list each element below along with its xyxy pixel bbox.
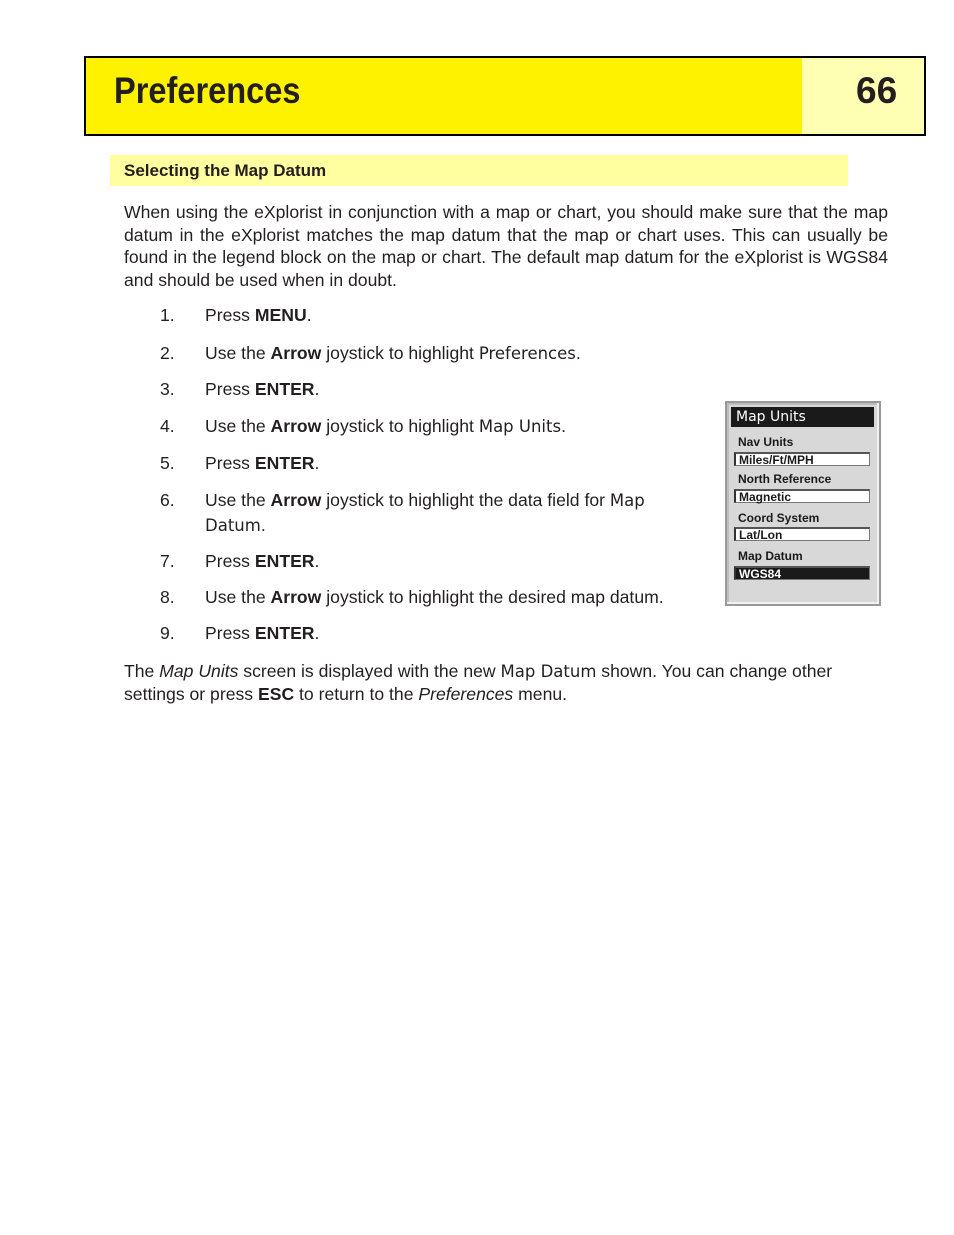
step-number: 7. xyxy=(160,551,175,571)
step-text: . xyxy=(561,416,566,436)
map-units-screen xyxy=(725,401,881,606)
step-text: . xyxy=(575,343,581,363)
step-text: . xyxy=(314,551,320,571)
step-number: 2. xyxy=(160,343,175,363)
page-number-box xyxy=(802,58,924,134)
page-header xyxy=(84,56,926,136)
step-number: 1. xyxy=(160,305,175,325)
section-title: Selecting the Map Datum xyxy=(124,161,327,180)
map-datum-field[interactable]: WGS84 xyxy=(734,566,870,580)
key-name: ESC xyxy=(257,684,295,704)
key-name: ENTER xyxy=(254,453,315,473)
step-text: joystick to highlight xyxy=(321,343,479,363)
key-name: Arrow xyxy=(270,343,322,363)
nav-units-field[interactable]: Miles/Ft/MPH xyxy=(734,452,870,466)
step-number: 3. xyxy=(160,379,175,399)
step-text: joystick to highlight the desired map datum. xyxy=(321,587,664,607)
intro-paragraph: When using the eXplorist in conjunction with a map or chart, you should make sure that the map datum in the eXplorist matches the map datum that the map or chart uses. This can usually be found in the legend block on the map or chart. The default map datum for the eXplorist is WGS84 and should be used when in doubt. xyxy=(124,202,888,290)
screen-title: Map Units xyxy=(731,407,874,427)
screen-term: Map xyxy=(609,491,645,510)
coord-system-field[interactable]: Lat/Lon xyxy=(734,527,870,541)
step-number: 5. xyxy=(160,453,175,473)
step-text: Press xyxy=(205,379,255,399)
screen-name: Map Units xyxy=(159,661,239,681)
key-name: Arrow xyxy=(270,490,322,510)
step-number: 8. xyxy=(160,587,175,607)
step-number: 4. xyxy=(160,416,175,436)
step-text: Press xyxy=(205,551,255,571)
key-name: MENU xyxy=(254,305,307,325)
coord-system-label: Coord System xyxy=(738,511,820,525)
step-text: Press xyxy=(205,305,255,325)
step-text: Use the xyxy=(205,343,271,363)
step-text: Press xyxy=(205,453,255,473)
nav-units-label: Nav Units xyxy=(738,435,794,449)
north-reference-field[interactable]: Magnetic xyxy=(734,489,870,503)
page-number: 66 xyxy=(856,70,898,111)
map-datum-label: Map Datum xyxy=(738,549,803,563)
section-heading xyxy=(110,155,848,186)
screen-name: Preferences xyxy=(418,684,514,704)
step-text: Use the xyxy=(205,587,271,607)
step-text: . xyxy=(306,305,312,325)
key-name: Arrow xyxy=(270,587,322,607)
key-name: Arrow xyxy=(270,416,322,436)
step-number: 6. xyxy=(160,490,175,510)
screen-term: Datum xyxy=(205,516,261,535)
screen-term: Map Datum xyxy=(500,662,597,681)
key-name: ENTER xyxy=(254,551,315,571)
key-name: ENTER xyxy=(254,623,315,643)
step-text: . xyxy=(314,623,320,643)
screen-term: Preferences xyxy=(478,344,576,363)
key-name: ENTER xyxy=(254,379,315,399)
step-text: joystick to highlight xyxy=(321,416,479,436)
step-text: Use the xyxy=(205,490,271,510)
step-text: Use the xyxy=(205,416,271,436)
step-text: Press xyxy=(205,623,255,643)
step-number: 9. xyxy=(160,623,175,643)
outro-paragraph: The Map Units screen is displayed with the new Map Datum shown. You can change other settings or press ESC to return to the Preferences menu. xyxy=(124,661,833,704)
page-title: Preferences xyxy=(114,70,301,111)
north-reference-label: North Reference xyxy=(738,472,832,486)
step-text: . xyxy=(260,515,266,535)
screen-term: Map Units xyxy=(478,417,562,436)
step-text: . xyxy=(314,379,320,399)
step-text: . xyxy=(314,453,320,473)
step-text: joystick to highlight the data field for xyxy=(321,490,610,510)
